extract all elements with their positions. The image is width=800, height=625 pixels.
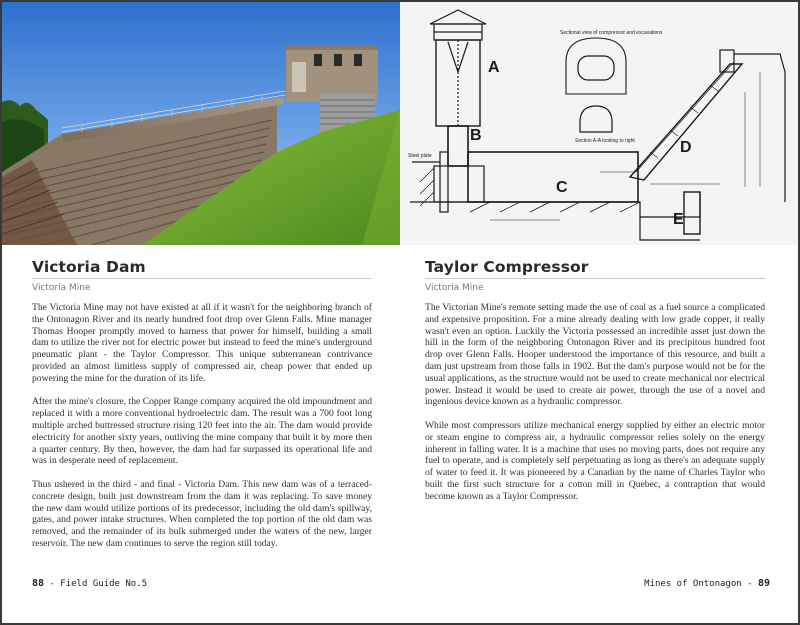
paragraph: After the mine's closure, the Copper Range company acquired the old impoundment and replaced it with a more conventional hydroelectric dam. The result was a 700 foot long multiple arched buttressed structure rising 120 feet into the air. The dam would provide electricity for another sixty years, outliving the mine company that built it by more then a quarter century. By then, however, the dam had far surpassed its operational life and was in desperate need of replacement. [32, 396, 372, 467]
page-subtitle: Victoria Mine [425, 283, 484, 293]
body-text [425, 302, 765, 514]
paragraph: The Victorian Mine's remote setting made the use of coal as a fuel source a complicated and expensive proposition. For a mine already dealing with low grade copper, it really wasn't even an option. Luckily the Victoria possessed an incredible asset just down the hill in the form of the neighboring Ontonagon River and its precipitous hundred foot drop over Glenn Falls. Hooper understood the importance of this resource, and built a dam just upstream from those falls in 1902. But the dam's purpose would not be for the usual applications, as the structure would not be used to create mechanical nor electrical power. Instead it would be used to create air power, through the use of a novel and ingenious device known as a hydraulic compressor. [425, 302, 765, 408]
page-title: Victoria Dam [32, 258, 146, 276]
dam-photo [2, 2, 400, 245]
page-subtitle: Victoria Mine [32, 283, 91, 293]
diagram-caption: Sectional view of compressor and excavations [560, 30, 663, 36]
diagram-label-b: B [470, 127, 482, 144]
paragraph: While most compressors utilize mechanical energy supplied by either an electric motor or steam engine to compress air, a hydraulic compressor relies solely on the energy inherent in falling water. It is a machine that uses no moving parts, does not require any fuel to operate, and is completely self perpetuating as long as there's an adequate supply of water to feed it. It was pioneered by a Canadian by the name of Charles Taylor who built the first such structure for a cotton mill in Quebec, a contraption that would become known as a Taylor Compressor. [425, 419, 765, 502]
page-title: Taylor Compressor [425, 258, 589, 276]
diagram-label-d: D [680, 139, 692, 156]
diagram-label-a: A [488, 59, 500, 76]
left-page [2, 2, 400, 623]
footer-text: Mines of Ontonagon - [644, 579, 758, 589]
diagram-section-label: Section A-A looking to right [575, 138, 635, 144]
paragraph: Thus ushered in the third - and final - Victoria Dam. This new dam was of a terraced-concrete design, built just downstream from the dam it was replacing. To save money the new dam would utilize portions of its predecessor, including the old dam's spillway, gates, and power intake structures. When completed the top portion of the old dam was removed, and the remainder of its bulk submerged under the waters of the new, larger reservoir. The new dam continues to serve the region still today. [32, 478, 372, 549]
page-footer [32, 578, 147, 589]
page-number: 88 [32, 578, 45, 589]
compressor-diagram [400, 2, 798, 245]
diagram-label-c: C [556, 179, 568, 196]
title-divider [32, 278, 372, 279]
page-number: 89 [757, 578, 770, 589]
footer-text: - Field Guide No.5 [44, 579, 147, 589]
diagram-label-e: E [673, 211, 684, 228]
paragraph: The Victoria Mine may not have existed at all if it wasn't for the neighboring branch of the Ontonagon River and its nearly hundred foot drop over Glenn Falls. Mine manager Thomas Hooper promptly moved to harness that power for himself, building a small dam to utilize the river not for electric power but instead to feed the mine's underground pneumatic plant - the Taylor Compressor. This unique subterranean contrivance provided an almost limitless supply of compressed air, cheap power that ended up powering the mine for the duration of its life. [32, 302, 372, 384]
title-divider [425, 278, 765, 279]
page-footer [644, 578, 770, 589]
right-page [400, 2, 798, 623]
body-text [32, 302, 372, 562]
diagram-steel-plate-label: Steel plate [408, 153, 432, 159]
